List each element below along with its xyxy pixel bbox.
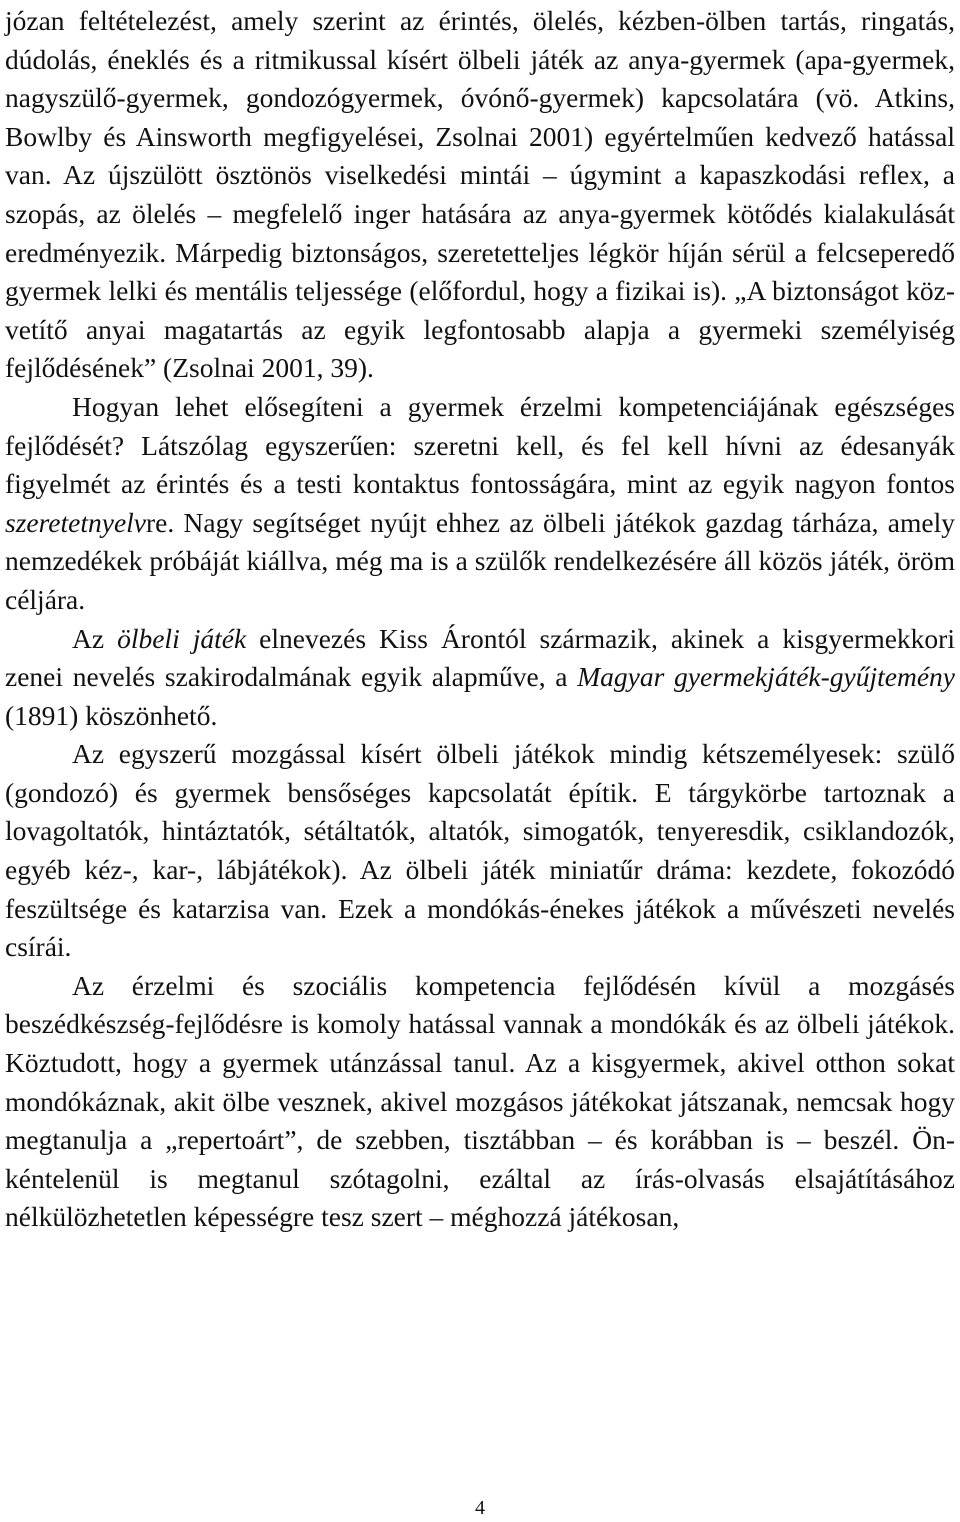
paragraph-5 — [5, 967, 955, 1237]
paragraph-2 — [5, 388, 955, 620]
italic-phrase: ölbeli játék — [117, 622, 247, 654]
page-number: 4 — [475, 1497, 485, 1519]
text-run: józan feltételezést, amely szerint az érintés, ölelés, kézben-ölben tartás, ringatás, dúdolás, éneklés és a ritmikussal kísért ölbeli játék az anya-gyermek (apa-gyermek, nagyszülő-gyermek, gondozógyermek, óvónő-gyermek) kapcsolatára (vö. Atkins, Bowlby és Ainsworth megfigyelései, Zsolnai 2001) egyértelműen kedvező hatással van. Az újszülött ösztönös viselkedési mintái – úgymint a kapaszkodási reflex, a szopás, az ölelés – megfelelő inger hatására az anya-gyermek kötődés kialakulását eredményezik. Márpedig biztonságos, szeretetteljes légkör híján sérül a felcseperedő gyermek lelki és mentális teljessége (előfordul, hogy a fizikai is). „A biztonságot közvetítő anyai magatartás az egyik legfontosabb alapja a gyermeki személyiség fejlődésének” (Zsolnai 2001, 39). — [5, 5, 955, 384]
paragraph-3 — [5, 620, 955, 736]
text-run: re. Nagy segítséget nyújt ehhez az ölbeli játékok gazdag tárháza, amely nemzedékek próbáját kiállva, még ma is a szülők rendelkezésére áll közös játék, öröm céljára. — [5, 506, 955, 615]
text-run: (1891) köszönhető. — [5, 699, 218, 731]
italic-phrase: szeretetnyelv — [5, 506, 146, 538]
text-run: Az érzelmi és szociális kompetencia fejlődésén kívül a mozgásés beszédkészség-fejlődésre is komoly hatással vannak a mondókák és az ölbeli játékok. Köztudott, hogy a gyermek utánzással tanul. Az a kisgyermek, akivel otthon sokat mondókáznak, akit ölbe vesznek, akivel mozgásos játékokat játszanak, nemcsak hogy megtanulja a „repertoárt”, de szebben, tisztábban – és korábban is – beszél. Önkéntelenül is megtanul szótagolni, ezáltal az írás-olvasás elsajátításához nélkülözhetetlen képességre tesz szert – méghozzá játékosan, — [5, 969, 955, 1233]
text-run: Hogyan lehet elősegíteni a gyermek érzelmi kompetenciájának egészséges fejlődését? Látszólag egyszerűen: szeretni kell, és fel kell hívni az édesanyák figyelmét az érintés és a testi kontaktus fontosságára, mint az egyik nagyon fontos — [5, 390, 955, 500]
text-run: elnevezés Kiss Árontól származik, akinek a kisgyermekkori zenei nevelés szakirodalmának egyik alapműve, a — [5, 622, 955, 693]
document-body — [5, 2, 955, 1237]
paragraph-1 — [5, 2, 955, 388]
italic-phrase: Magyar gyermekjáték-gyűjtemény — [577, 661, 955, 693]
text-run: Az egyszerű mozgással kísért ölbeli játékok mindig kétszemélyesek: szülő (gondozó) és gyermek bensőséges kapcsolatát építik. E tárgykörbe tartoznak a lovagoltatók, hintáztatók, sétáltatók, altatók, simogatók, tenyeresdik, csiklandozók, egyéb kéz-, kar-, lábjátékok). Az ölbeli játék miniatűr dráma: kezdete, fokozódó feszültsége és katarzisa van. Ezek a mondókás-énekes játékok a művészeti nevelés csírái. — [5, 738, 955, 963]
paragraph-4 — [5, 735, 955, 967]
text-run: Az — [72, 622, 118, 654]
